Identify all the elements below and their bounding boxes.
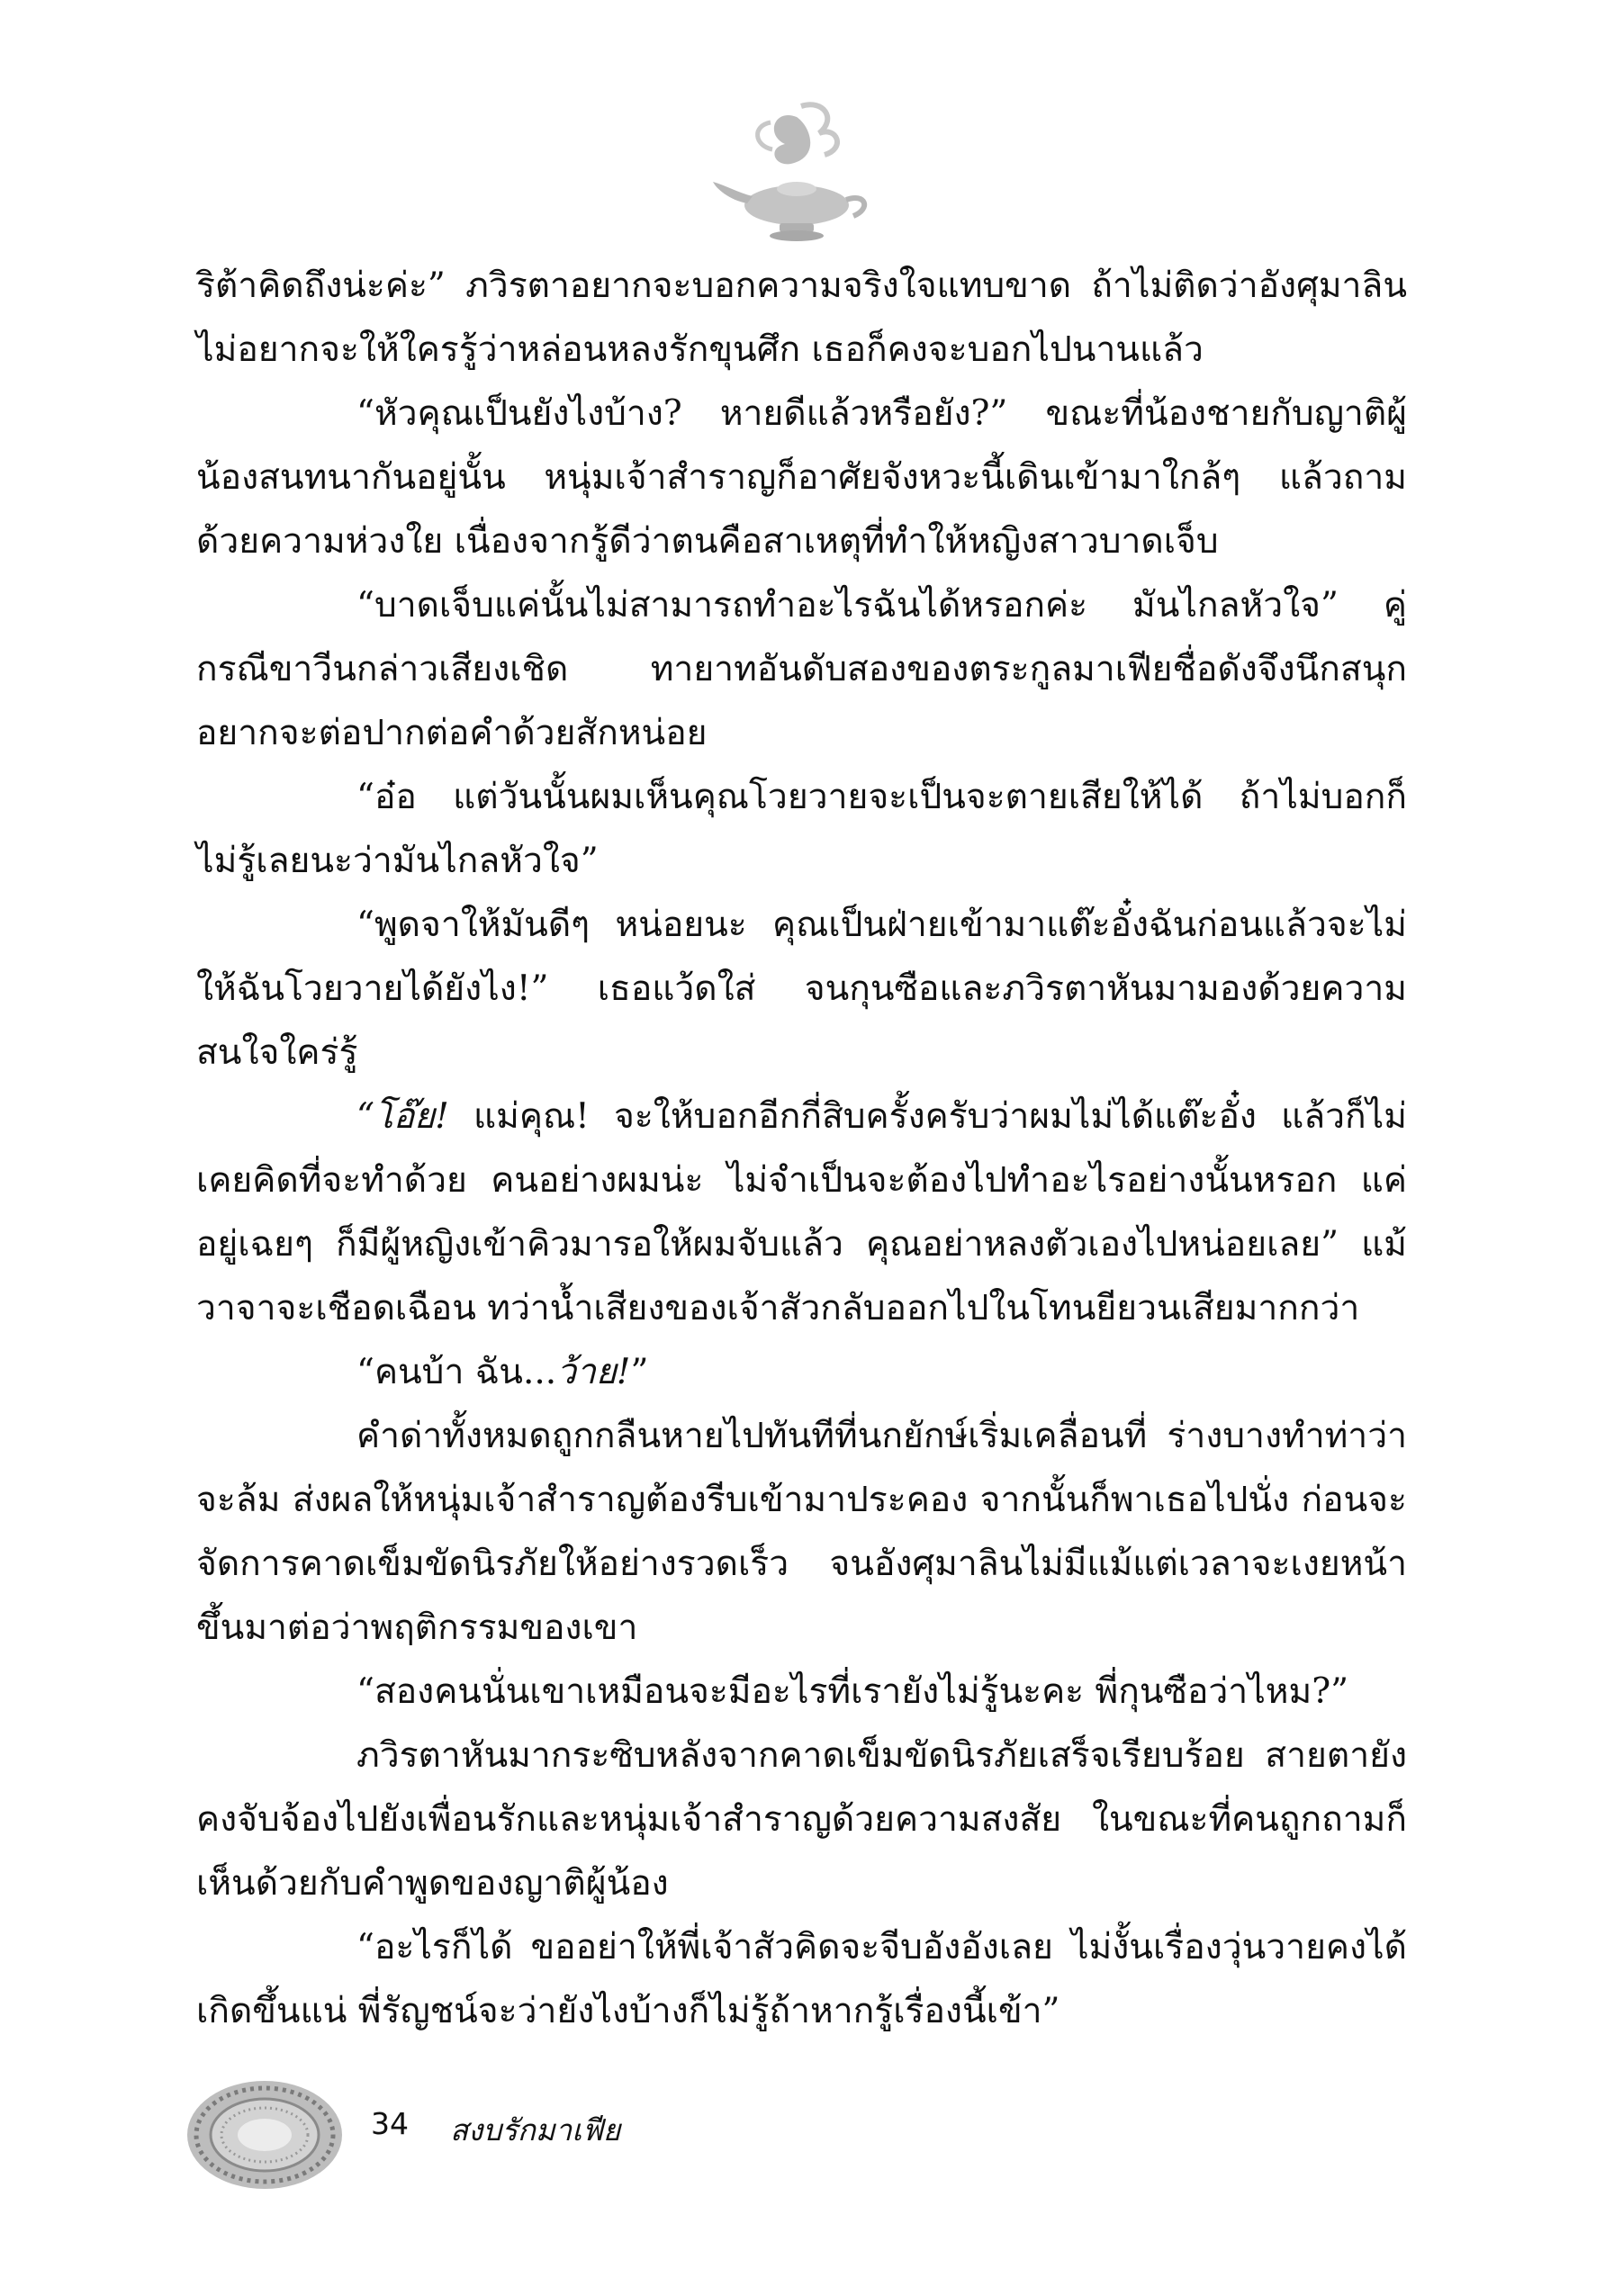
paragraph-8: คำด่าทั้งหมดถูกกลืนหายไปทันทีที่นกยักษ์เริ่มเคลื่อนที่ ร่างบางทำท่าว่าจะล้ม ส่งผลให้หนุ่มเจ้าสำราญต้องรีบเข้ามาประคอง จากนั้นก็พาเธอไปนั่ง ก่อนจะจัดการคาดเข็มขัดนิรภัยให้อย่างรวดเร็ว จนอังศุมาลินไม่มีแม้แต่เวลาจะเงยหน้าขึ้นมาต่อว่าพฤติกรรมของเขา <box>196 1416 1407 1648</box>
paragraph-9: “สองคนนั่นเขาเหมือนจะมีอะไรที่เรายังไม่รู้นะคะ พี่กุนซือว่าไหม?” <box>356 1671 1349 1712</box>
paragraph-1: ริต้าคิดถึงน่ะค่ะ” ภวิรตาอยากจะบอกความจริงใจแทบขาด ถ้าไม่ติดว่าอังศุมาลินไม่อยากจะให้ใครรู้ว่าหล่อนหลงรักขุนศึก เธอก็คงจะบอกไปนานแล้ว <box>196 266 1407 370</box>
paragraph-11: “อะไรก็ได้ ขออย่าให้พี่เจ้าสัวคิดจะจีบอังอังเลย ไม่งั้นเรื่องวุ่นวายคงได้เกิดขึ้นแน่ พี่รัญชน์จะว่ายังไงบ้างก็ไม่รู้ถ้าหากรู้เรื่องนี้เข้า” <box>196 1927 1407 2031</box>
paragraph-2: “หัวคุณเป็นยังไงบ้าง? หายดีแล้วหรือยัง?” ขณะที่น้องชายกับญาติผู้น้องสนทนากันอยู่นั้น หนุ่มเจ้าสำราญก็อาศัยจังหวะนี้เดินเข้ามาใกล้ๆ แล้วถามด้วยความห่วงใย เนื่องจากรู้ดีว่าตนคือสาเหตุที่ทำให้หญิงสาวบาดเจ็บ <box>196 393 1407 562</box>
paragraph-3: “บาดเจ็บแค่นั้นไม่สามารถทำอะไรฉันได้หรอกค่ะ มันไกลหัวใจ” คู่กรณีขาวีนกล่าวเสียงเชิด ทายาทอันดับสองของตระกูลมาเฟียชื่อดังจึงนึกสนุก อยากจะต่อปากต่อคำด้วยสักหน่อย <box>196 585 1407 753</box>
paragraph-4: “อ๋อ แต่วันนั้นผมเห็นคุณโวยวายจะเป็นจะตายเสียให้ได้ ถ้าไม่บอกก็ไม่รู้เลยนะว่ามันไกลหัวใจ” <box>196 777 1407 881</box>
page-number: 34 <box>371 2106 409 2141</box>
paragraph-10: ภวิรตาหันมากระซิบหลังจากคาดเข็มขัดนิรภัยเสร็จเรียบร้อย สายตายังคงจับจ้องไปยังเพื่อนรักและหนุ่มเจ้าสำราญด้วยความสงสัย ในขณะที่คนถูกถามก็เห็นด้วยกับคำพูดของญาติผู้น้อง <box>196 1735 1407 1904</box>
italic-exclamation: ว้าย! <box>556 1352 631 1392</box>
medallion-icon <box>184 2076 346 2193</box>
paragraph-7: “คนบ้า ฉัน...ว้าย!” <box>356 1352 649 1392</box>
paragraph-5: “พูดจาให้มันดีๆ หน่อยนะ คุณเป็นฝ่ายเข้ามาแต๊ะอั๋งฉันก่อนแล้วจะไม่ให้ฉันโวยวายได้ยังไง!” เธอแว้ดใส่ จนกุนซือและภวิรตาหันมามองด้วยความสนใจใคร่รู้ <box>196 905 1407 1073</box>
italic-exclamation: “โอ๊ย! <box>356 1096 449 1137</box>
book-title: สงบรักมาเฟีย <box>450 2112 621 2147</box>
genie-lamp-icon <box>711 99 882 243</box>
paragraph-6: “โอ๊ย! แม่คุณ! จะให้บอกอีกกี่สิบครั้งครับว่าผมไม่ได้แต๊ะอั๋ง แล้วก็ไม่เคยคิดที่จะทำด้วย คนอย่างผมน่ะ ไม่จำเป็นจะต้องไปทำอะไรอย่างนั้นหรอก แค่อยู่เฉยๆ ก็มีผู้หญิงเข้าคิวมารอให้ผมจับแล้ว คุณอย่าหลงตัวเองไปหน่อยเลย” แม้วาจาจะเชือดเฉือน ทว่าน้ำเสียงของเจ้าสัวกลับออกไปในโทนยียวนเสียมากกว่า <box>196 1096 1407 1328</box>
body-text <box>196 254 1407 2043</box>
